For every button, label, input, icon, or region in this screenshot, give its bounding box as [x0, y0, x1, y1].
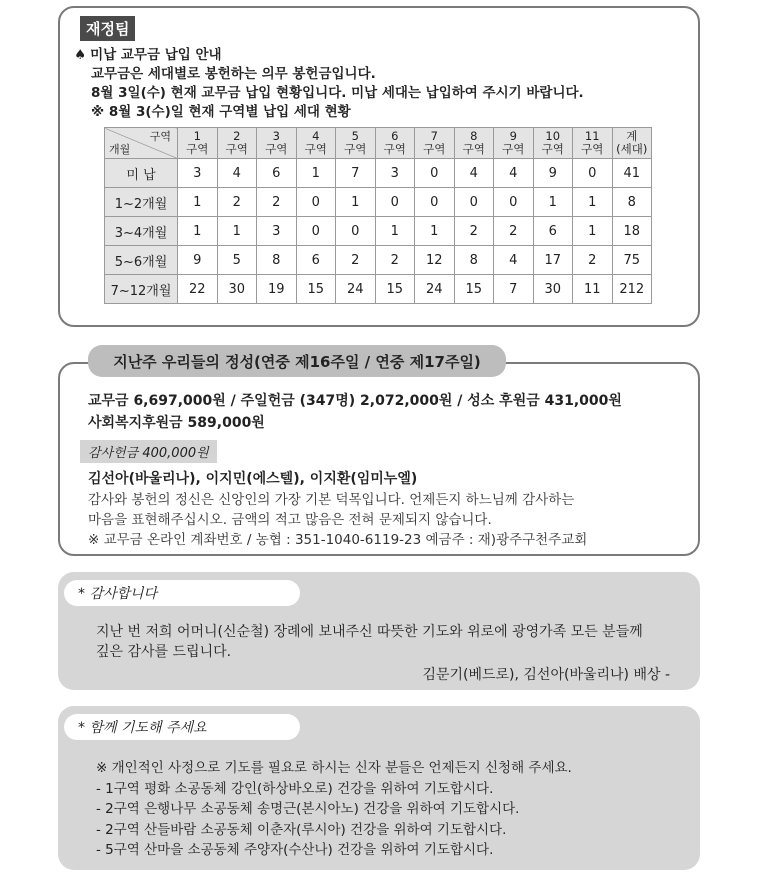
table-cell: 7 — [494, 275, 534, 304]
offering-line-1: 교무금 6,697,000원 / 주일헌금 (347명) 2,072,000원 / 성소 후원금 431,000원 — [88, 393, 622, 409]
row-label: 3~4개월 — [105, 217, 178, 246]
payment-status-table — [104, 127, 652, 304]
table-cell: 15 — [375, 275, 415, 304]
column-header: 10 구역 — [533, 128, 573, 159]
column-header: 8 구역 — [454, 128, 494, 159]
list-item: - 5구역 산마을 소공동체 주양자(수산나) 건강을 위하여 기도합시다. — [96, 842, 494, 858]
table-cell: 1 — [573, 188, 613, 217]
table-cell: 15 — [454, 275, 494, 304]
table-row — [105, 217, 652, 246]
column-header: 9 구역 — [494, 128, 534, 159]
table-cell: 19 — [257, 275, 297, 304]
table-cell: 1 — [217, 217, 257, 246]
table-cell: 4 — [217, 159, 257, 188]
table-cell: 0 — [454, 188, 494, 217]
table-cell: 30 — [533, 275, 573, 304]
table-cell: 0 — [296, 188, 336, 217]
list-item: - 2구역 산들바람 소공동체 이춘자(루시아) 건강을 위하여 기도합시다. — [96, 821, 507, 838]
thanks-message: 지난 번 저희 어머니(신순철) 장례에 보내주신 따뜻한 기도와 위로에 광영가족 모든 분들께 깊은 감사를 드립니다. — [96, 624, 643, 660]
table-cell: 12 — [415, 246, 455, 275]
row-label: 미 납 — [105, 159, 178, 188]
table-cell: 4 — [454, 159, 494, 188]
table-cell: 1 — [573, 217, 613, 246]
table-row — [105, 159, 652, 188]
table-cell: 24 — [415, 275, 455, 304]
thanks-title: * 감사합니다 — [64, 580, 300, 606]
prayer-list — [96, 758, 572, 861]
table-cell: 6 — [533, 217, 573, 246]
table-cell: 11 — [573, 275, 613, 304]
donor-names: 김선아(바울리나), 이지민(에스텔), 이지환(임미누엘) — [88, 471, 418, 487]
table-cell: 0 — [336, 217, 376, 246]
column-header: 2 구역 — [217, 128, 257, 159]
column-header: 1 구역 — [178, 128, 218, 159]
column-header: 6 구역 — [375, 128, 415, 159]
table-cell: 5 — [217, 246, 257, 275]
table-header-row — [105, 128, 652, 159]
notice-line-1: 교무금은 세대별로 봉헌하는 의무 봉헌금입니다. — [91, 66, 376, 82]
table-cell: 0 — [573, 159, 613, 188]
table-cell: 2 — [257, 188, 297, 217]
column-header: 11 구역 — [573, 128, 613, 159]
list-item: - 1구역 평화 소공동체 강인(하상바오로) 건강을 위하여 기도합시다. — [96, 780, 494, 797]
table-cell: 0 — [494, 188, 534, 217]
thanks-section — [58, 572, 700, 690]
table-cell: 1 — [178, 188, 218, 217]
table-corner: 구역 개월 — [105, 128, 178, 159]
table-cell: 9 — [178, 246, 218, 275]
table-cell: 4 — [494, 159, 534, 188]
table-cell: 2 — [494, 217, 534, 246]
offering-line-2: 사회복지후원금 589,000원 — [88, 415, 265, 431]
prayer-title: * 함께 기도해 주세요 — [64, 714, 300, 740]
table-cell: 3 — [375, 159, 415, 188]
table-cell: 8 — [454, 246, 494, 275]
table-cell: 1 — [178, 217, 218, 246]
table-cell: 1 — [296, 159, 336, 188]
notice-sub: ※ 8월 3(수)일 현재 구역별 납입 세대 현황 — [91, 104, 351, 120]
table-cell: 6 — [257, 159, 297, 188]
table-cell: 75 — [612, 246, 652, 275]
spade-icon: ♠ — [74, 47, 87, 63]
table-cell: 1 — [336, 188, 376, 217]
table-cell: 1 — [533, 188, 573, 217]
table-cell: 24 — [336, 275, 376, 304]
table-row — [105, 275, 652, 304]
table-row — [105, 188, 652, 217]
table-cell: 22 — [178, 275, 218, 304]
table-cell: 0 — [296, 217, 336, 246]
table-cell: 18 — [612, 217, 652, 246]
column-header: 3 구역 — [257, 128, 297, 159]
thanks-signature: 김문기(베드로), 김선아(바울리나) 배상 - — [422, 667, 670, 683]
table-cell: 8 — [612, 188, 652, 217]
table-cell: 9 — [533, 159, 573, 188]
table-cell: 15 — [296, 275, 336, 304]
column-header: 4 구역 — [296, 128, 336, 159]
table-row — [105, 246, 652, 275]
thanks-offering-tag: 감사헌금 400,000원 — [80, 440, 217, 463]
table-cell: 1 — [415, 217, 455, 246]
finance-tag: 재정팀 — [80, 16, 135, 41]
table-cell: 0 — [375, 188, 415, 217]
table-cell: 17 — [533, 246, 573, 275]
column-header: 7 구역 — [415, 128, 455, 159]
table-cell: 0 — [415, 159, 455, 188]
table-cell: 2 — [375, 246, 415, 275]
row-label: 1~2개월 — [105, 188, 178, 217]
account-info: ※ 교무금 온라인 계좌번호 / 농협 : 351-1040-6119-23 예금주 : 재)광주구천주교회 — [88, 532, 588, 548]
table-cell: 2 — [336, 246, 376, 275]
table-cell: 8 — [257, 246, 297, 275]
notice-block — [74, 46, 584, 122]
row-label: 5~6개월 — [105, 246, 178, 275]
table-cell: 212 — [612, 275, 652, 304]
table-cell: 0 — [415, 188, 455, 217]
column-header: 5 구역 — [336, 128, 376, 159]
table-cell: 4 — [494, 246, 534, 275]
table-cell: 3 — [178, 159, 218, 188]
table-cell: 30 — [217, 275, 257, 304]
list-item: - 2구역 은행나무 소공동체 송명근(본시아노) 건강을 위하여 기도합시다. — [96, 801, 520, 817]
notice-title: ♠ 미납 교무금 납입 안내 — [74, 47, 222, 63]
prayer-section — [58, 706, 700, 870]
row-label: 7~12개월 — [105, 275, 178, 304]
offering-body: 감사와 봉헌의 정신은 신앙인의 가장 기본 덕목입니다. 언제든지 하느님께 감사하는 마음을 표현해주십시오. 금액의 적고 많음은 전혀 문제되지 않습니다. ※ 교무금 온라인 계좌번호 / 농협 : 351-1040-6119-23 예금주 : 재)광주구천주교회 — [88, 492, 588, 548]
column-header-total: 계 (세대) — [612, 128, 652, 159]
table-cell: 6 — [296, 246, 336, 275]
offering-section — [58, 362, 700, 556]
table-cell: 2 — [217, 188, 257, 217]
finance-section — [58, 6, 700, 327]
table-cell: 3 — [257, 217, 297, 246]
table-cell: 2 — [454, 217, 494, 246]
offering-banner: 지난주 우리들의 정성(연중 제16주일 / 연중 제17주일) — [88, 345, 506, 377]
table-cell: 7 — [336, 159, 376, 188]
table-cell: 41 — [612, 159, 652, 188]
notice-line-2: 8월 3일(수) 현재 교무금 납입 현황입니다. 미납 세대는 납입하여 주시기 바랍니다. — [91, 85, 584, 101]
list-item: ※ 개인적인 사정으로 기도를 필요로 하시는 신자 분들은 언제든지 신청해 주세요. — [96, 760, 572, 776]
table-cell: 2 — [573, 246, 613, 275]
table-cell: 1 — [375, 217, 415, 246]
